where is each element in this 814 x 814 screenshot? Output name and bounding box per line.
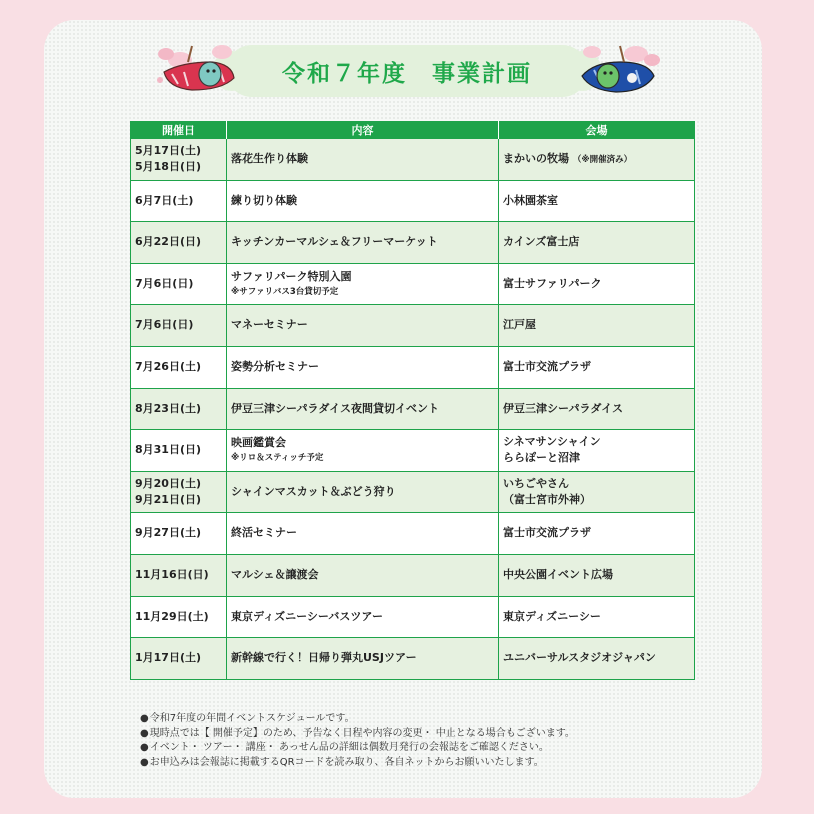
event-schedule-table xyxy=(130,121,695,680)
event-venue: シネマサンシャイン xyxy=(503,434,601,448)
table-row xyxy=(131,430,695,472)
event-date: 11月29日(土) xyxy=(131,596,227,638)
table-row xyxy=(131,180,695,222)
venue-cell xyxy=(499,139,695,181)
event-venue: 中央公園イベント広場 xyxy=(499,554,695,596)
content-cell xyxy=(227,430,499,472)
table-row xyxy=(131,388,695,430)
event-date: 8月31日(日) xyxy=(131,430,227,472)
table-header-row xyxy=(131,122,695,139)
event-venue: カインズ富士店 xyxy=(499,222,695,264)
event-date: 1月17日(土) xyxy=(131,638,227,680)
event-content: マネーセミナー xyxy=(227,305,499,347)
event-venue: 伊豆三津シーパラダイス xyxy=(499,388,695,430)
header-venue: 会場 xyxy=(499,122,695,139)
note-item: ● 現時点では【 開催予定】のため、予告なく日程や内容の変更・ 中止となる場合もございます。 xyxy=(140,727,700,742)
event-date: 7月6日(日) xyxy=(131,305,227,347)
event-date: 5月17日(土) xyxy=(135,143,202,157)
header-content: 内容 xyxy=(227,122,499,139)
event-venue: 小林園茶室 xyxy=(499,180,695,222)
event-content: シャインマスカット＆ぶどう狩り xyxy=(227,471,499,513)
event-content: 終活セミナー xyxy=(227,513,499,555)
event-content: 伊豆三津シーパラダイス夜間貸切イベント xyxy=(227,388,499,430)
event-date: 6月22日(日) xyxy=(131,222,227,264)
event-venue: ユニバーサルスタジオジャパン xyxy=(499,638,695,680)
note-item: ● イベント・ ツアー・ 講座・ あっせん品の詳細は偶数月発行の会報誌をご確認ください。 xyxy=(140,741,700,756)
event-date: 9月20日(土) xyxy=(135,476,202,490)
venue-cell xyxy=(499,430,695,472)
event-content: 映画鑑賞会 xyxy=(231,436,286,450)
event-venue: 富士市交流プラザ xyxy=(499,513,695,555)
table-row xyxy=(131,263,695,305)
event-content: 練り切り体験 xyxy=(227,180,499,222)
note-item: ● お申込みは会報誌に掲載するQRコードを読み取り、各自ネットからお願いいたします。 xyxy=(140,756,700,771)
tulip-decoration-icon xyxy=(152,40,244,98)
event-content: 東京ディズニーシーバスツアー xyxy=(227,596,499,638)
event-venue: 富士サファリパーク xyxy=(499,263,695,305)
header-date: 開催日 xyxy=(131,122,227,139)
note-item: ● 令和7年度の年間イベントスケジュールです。 xyxy=(140,712,700,727)
date-cell xyxy=(131,139,227,181)
event-content: 姿勢分析セミナー xyxy=(227,346,499,388)
notes-list xyxy=(140,712,700,770)
event-content: キッチンカーマルシェ＆フリーマーケット xyxy=(227,222,499,264)
content-note: ※サファリバス3台貸切予定 xyxy=(231,286,339,297)
event-date: 11月16日(日) xyxy=(131,554,227,596)
table-row xyxy=(131,305,695,347)
event-date: 6月7日(土) xyxy=(131,180,227,222)
table-row xyxy=(131,139,695,181)
table-row xyxy=(131,346,695,388)
table-row xyxy=(131,222,695,264)
event-date: 9月27日(土) xyxy=(131,513,227,555)
event-date-second: 9月21日(日) xyxy=(135,493,202,507)
mascot-cherry-blossom-icon xyxy=(572,40,664,98)
event-venue: 江戸屋 xyxy=(499,305,695,347)
event-content: 新幹線で行く！日帰り弾丸USJツアー xyxy=(227,638,499,680)
event-date: 7月6日(日) xyxy=(131,263,227,305)
event-venue: 富士市交流プラザ xyxy=(499,346,695,388)
table-row xyxy=(131,513,695,555)
event-venue: まかいの牧場 xyxy=(503,152,569,166)
event-venue: いちごやさん xyxy=(503,476,569,490)
event-content: サファリパーク特別入園 xyxy=(231,270,352,284)
page-title: 令和７年度 事業計画 xyxy=(282,60,532,87)
table-row xyxy=(131,638,695,680)
table-row xyxy=(131,471,695,513)
date-cell xyxy=(131,471,227,513)
venue-cell xyxy=(499,471,695,513)
event-date: 7月26日(土) xyxy=(131,346,227,388)
table-row xyxy=(131,596,695,638)
table-row xyxy=(131,554,695,596)
event-venue-second: （富士宮市外神） xyxy=(503,493,591,507)
event-content: 落花生作り体験 xyxy=(227,139,499,181)
event-venue: 東京ディズニーシー xyxy=(499,596,695,638)
venue-note: （※開催済み） xyxy=(572,155,633,166)
event-date: 8月23日(土) xyxy=(131,388,227,430)
event-date-second: 5月18日(日) xyxy=(135,160,202,174)
event-venue-second: ららぽーと沼津 xyxy=(503,451,580,465)
content-note: ※リロ＆スティッチ予定 xyxy=(231,452,324,463)
content-cell xyxy=(227,263,499,305)
event-content: マルシェ＆譲渡会 xyxy=(227,554,499,596)
